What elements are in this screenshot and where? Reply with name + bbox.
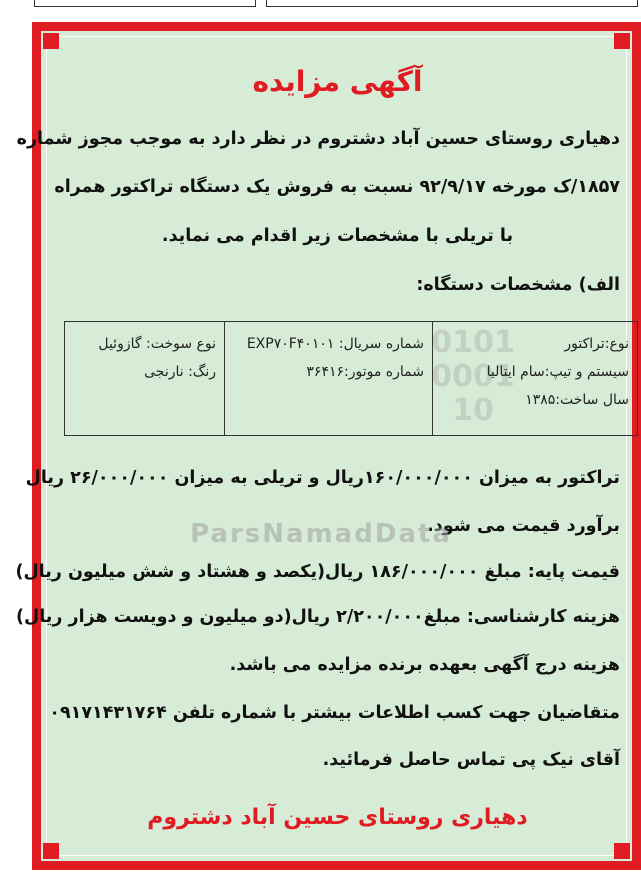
body-line: برآورد قیمت می شود.: [427, 516, 620, 536]
specs-column-fuel: [65, 322, 224, 435]
notice-title: آگهی مزایده: [252, 65, 423, 98]
body-line: تراکتور به میزان ۱۶۰/۰۰۰/۰۰۰ریال و تریلی به میزان ۲۶/۰۰۰/۰۰۰ ریال: [25, 468, 620, 488]
notice-footer-signature: دهیاری روستای حسین آباد دشتروم: [147, 805, 528, 830]
spec-serial: شماره سریال: EXP۷۰F۴۰۱۰۱: [246, 336, 424, 352]
adjacent-ad-edge-right: [266, 0, 638, 7]
specs-table: [64, 321, 638, 436]
specs-column-serial: [224, 322, 432, 435]
spec-color: رنگ: نارنجی: [144, 364, 216, 380]
auction-notice-card: [15, 22, 641, 870]
top-strip: [0, 0, 641, 10]
spec-fuel: نوع سوخت: گازوئیل: [98, 336, 216, 352]
intro-line: با تریلی با مشخصات زیر اقدام می نماید.: [161, 226, 514, 246]
spec-system: سیستم و تیپ:سام ایتالیا: [486, 364, 629, 380]
intro-line: دهیاری روستای حسین آباد دشتروم در نظر دارد به موجب مجوز شماره: [16, 129, 620, 149]
notice-content: [15, 31, 629, 861]
body-line: هزینه کارشناسی: مبلغ۲/۲۰۰/۰۰۰ ریال(دو میلیون و دویست هزار ریال): [16, 607, 620, 627]
watermark-digit-line: 10: [452, 393, 494, 428]
spec-type: نوع:تراکتور: [564, 336, 629, 352]
adjacent-ad-edge-left: [34, 0, 256, 7]
spec-engine-number: شماره موتور:۳۶۴۱۶: [306, 364, 424, 380]
body-line: قیمت پایه: مبلغ ۱۸۶/۰۰۰/۰۰۰ ریال(یکصد و هشتاد و شش میلیون ریال): [15, 562, 620, 582]
body-line: آقای نیک پی تماس حاصل فرمائید.: [322, 750, 620, 770]
watermark-digit-line: 0101: [431, 325, 515, 360]
body-line: هزینه درج آگهی بعهده برنده مزایده می باشد.: [229, 655, 620, 675]
intro-line: ۱۸۵۷/ک مورخه ۹۲/۹/۱۷ نسبت به فروش یک دستگاه تراکتور همراه: [54, 177, 620, 197]
watermark-text: ParsNamadData: [190, 519, 452, 549]
specs-column-type: [432, 322, 637, 435]
watermark-digit-line: 0001: [431, 359, 515, 394]
body-line: متقاضیان جهت کسب اطلاعات بیشتر با شماره تلفن ۰۹۱۷۱۴۳۱۷۶۴: [49, 703, 620, 723]
spec-year: سال ساخت:۱۳۸۵: [525, 392, 629, 408]
section-heading: الف) مشخصات دستگاه:: [416, 275, 620, 295]
